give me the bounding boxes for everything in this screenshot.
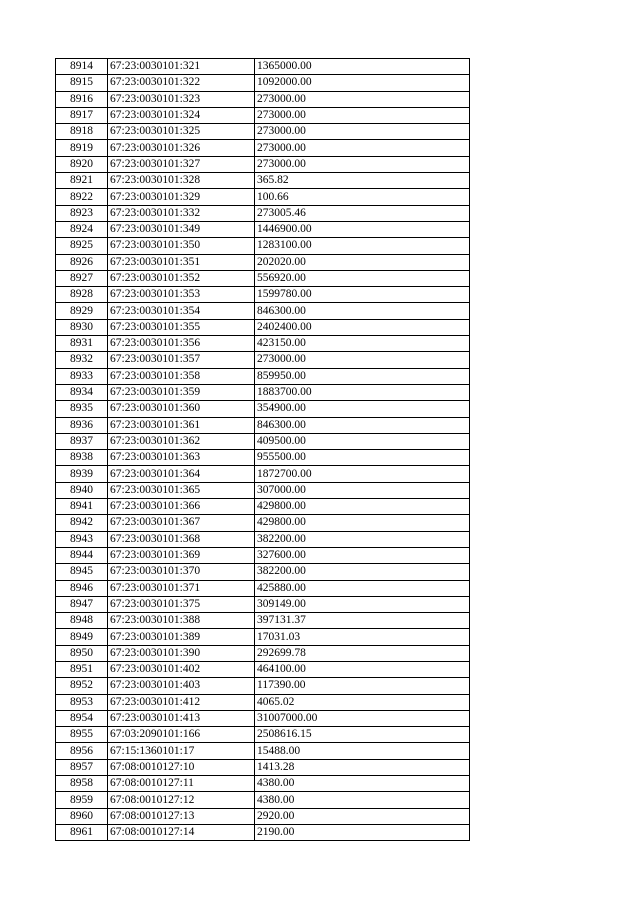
table-row (56, 580, 470, 596)
table-row (56, 433, 470, 449)
value-cell: 1283100.00 (255, 238, 470, 254)
table-row (56, 417, 470, 433)
table-row (56, 710, 470, 726)
table-row (56, 727, 470, 743)
value-cell: 1599780.00 (255, 287, 470, 303)
row-number-cell: 8920 (56, 156, 108, 172)
cadastral-number-cell: 67:23:0030101:357 (108, 352, 255, 368)
value-cell: 425880.00 (255, 580, 470, 596)
value-cell: 31007000.00 (255, 710, 470, 726)
table-row (56, 173, 470, 189)
cadastral-number-cell: 67:23:0030101:358 (108, 368, 255, 384)
value-cell: 464100.00 (255, 661, 470, 677)
table-row (56, 384, 470, 400)
cadastral-number-cell: 67:23:0030101:327 (108, 156, 255, 172)
row-number-cell: 8928 (56, 287, 108, 303)
cadastral-number-cell: 67:23:0030101:326 (108, 140, 255, 156)
value-cell: 17031.03 (255, 629, 470, 645)
table-row (56, 645, 470, 661)
cadastral-number-cell: 67:23:0030101:388 (108, 613, 255, 629)
cadastral-number-cell: 67:23:0030101:364 (108, 466, 255, 482)
value-cell: 307000.00 (255, 482, 470, 498)
row-number-cell: 8945 (56, 564, 108, 580)
value-cell: 327600.00 (255, 547, 470, 563)
row-number-cell: 8954 (56, 710, 108, 726)
row-number-cell: 8917 (56, 107, 108, 123)
row-number-cell: 8958 (56, 776, 108, 792)
value-cell: 955500.00 (255, 450, 470, 466)
value-cell: 1883700.00 (255, 384, 470, 400)
row-number-cell: 8959 (56, 792, 108, 808)
value-cell: 1446900.00 (255, 221, 470, 237)
value-cell: 365.82 (255, 173, 470, 189)
cadastral-number-cell: 67:23:0030101:332 (108, 205, 255, 221)
row-number-cell: 8951 (56, 661, 108, 677)
cadastral-number-cell: 67:23:0030101:329 (108, 189, 255, 205)
cadastral-number-cell: 67:23:0030101:365 (108, 482, 255, 498)
value-cell: 382200.00 (255, 564, 470, 580)
cadastral-number-cell: 67:23:0030101:361 (108, 417, 255, 433)
table-row (56, 107, 470, 123)
row-number-cell: 8932 (56, 352, 108, 368)
cadastral-number-cell: 67:23:0030101:360 (108, 401, 255, 417)
row-number-cell: 8933 (56, 368, 108, 384)
table-row (56, 59, 470, 75)
cadastral-number-cell: 67:15:1360101:17 (108, 743, 255, 759)
cadastral-number-cell: 67:08:0010127:14 (108, 824, 255, 840)
cadastral-number-cell: 67:23:0030101:362 (108, 433, 255, 449)
value-cell: 2920.00 (255, 808, 470, 824)
cadastral-number-cell: 67:23:0030101:354 (108, 303, 255, 319)
value-cell: 2190.00 (255, 824, 470, 840)
cadastral-number-cell: 67:08:0010127:12 (108, 792, 255, 808)
table-row (56, 238, 470, 254)
value-cell: 846300.00 (255, 303, 470, 319)
value-cell: 4380.00 (255, 776, 470, 792)
value-cell: 556920.00 (255, 270, 470, 286)
row-number-cell: 8918 (56, 124, 108, 140)
row-number-cell: 8938 (56, 450, 108, 466)
row-number-cell: 8922 (56, 189, 108, 205)
value-cell: 4380.00 (255, 792, 470, 808)
table-row (56, 629, 470, 645)
row-number-cell: 8948 (56, 613, 108, 629)
cadastral-number-cell: 67:23:0030101:352 (108, 270, 255, 286)
value-cell: 273000.00 (255, 140, 470, 156)
table-row (56, 466, 470, 482)
table-row (56, 743, 470, 759)
value-cell: 1365000.00 (255, 59, 470, 75)
row-number-cell: 8947 (56, 596, 108, 612)
table-row (56, 531, 470, 547)
cadastral-number-cell: 67:23:0030101:356 (108, 336, 255, 352)
cadastral-number-cell: 67:23:0030101:322 (108, 75, 255, 91)
row-number-cell: 8949 (56, 629, 108, 645)
row-number-cell: 8927 (56, 270, 108, 286)
table-row (56, 776, 470, 792)
value-cell: 846300.00 (255, 417, 470, 433)
table-row (56, 661, 470, 677)
value-cell: 273000.00 (255, 352, 470, 368)
value-cell: 429800.00 (255, 515, 470, 531)
table-row (56, 124, 470, 140)
cadastral-number-cell: 67:08:0010127:13 (108, 808, 255, 824)
cadastral-number-cell: 67:23:0030101:370 (108, 564, 255, 580)
table-row (56, 808, 470, 824)
row-number-cell: 8916 (56, 91, 108, 107)
value-cell: 100.66 (255, 189, 470, 205)
cadastral-number-cell: 67:03:2090101:166 (108, 727, 255, 743)
row-number-cell: 8931 (56, 336, 108, 352)
table-body (56, 59, 470, 841)
value-cell: 382200.00 (255, 531, 470, 547)
cadastral-number-cell: 67:23:0030101:375 (108, 596, 255, 612)
value-cell: 423150.00 (255, 336, 470, 352)
cadastral-number-cell: 67:23:0030101:367 (108, 515, 255, 531)
value-cell: 202020.00 (255, 254, 470, 270)
cadastral-number-cell: 67:08:0010127:11 (108, 776, 255, 792)
value-cell: 15488.00 (255, 743, 470, 759)
table-row (56, 303, 470, 319)
row-number-cell: 8936 (56, 417, 108, 433)
value-cell: 397131.37 (255, 613, 470, 629)
value-cell: 4065.02 (255, 694, 470, 710)
row-number-cell: 8934 (56, 384, 108, 400)
row-number-cell: 8944 (56, 547, 108, 563)
table-row (56, 547, 470, 563)
cadastral-number-cell: 67:23:0030101:351 (108, 254, 255, 270)
row-number-cell: 8930 (56, 319, 108, 335)
value-cell: 273000.00 (255, 156, 470, 172)
row-number-cell: 8957 (56, 759, 108, 775)
row-number-cell: 8914 (56, 59, 108, 75)
cadastral-number-cell: 67:23:0030101:403 (108, 678, 255, 694)
cadastral-number-cell: 67:23:0030101:363 (108, 450, 255, 466)
row-number-cell: 8929 (56, 303, 108, 319)
cadastral-number-cell: 67:23:0030101:390 (108, 645, 255, 661)
table-row (56, 156, 470, 172)
cadastral-number-cell: 67:23:0030101:325 (108, 124, 255, 140)
cadastral-number-cell: 67:23:0030101:324 (108, 107, 255, 123)
value-cell: 1413.28 (255, 759, 470, 775)
table-row (56, 564, 470, 580)
cadastral-number-cell: 67:23:0030101:350 (108, 238, 255, 254)
cadastral-number-cell: 67:23:0030101:402 (108, 661, 255, 677)
row-number-cell: 8956 (56, 743, 108, 759)
table-row (56, 270, 470, 286)
value-cell: 354900.00 (255, 401, 470, 417)
table-row (56, 140, 470, 156)
table-row (56, 613, 470, 629)
table-row (56, 824, 470, 840)
value-cell: 2402400.00 (255, 319, 470, 335)
value-cell: 273000.00 (255, 124, 470, 140)
value-cell: 429800.00 (255, 499, 470, 515)
table-row (56, 336, 470, 352)
table-row (56, 221, 470, 237)
table-row (56, 678, 470, 694)
row-number-cell: 8942 (56, 515, 108, 531)
value-cell: 117390.00 (255, 678, 470, 694)
row-number-cell: 8943 (56, 531, 108, 547)
table-row (56, 352, 470, 368)
table-row (56, 499, 470, 515)
row-number-cell: 8961 (56, 824, 108, 840)
table-row (56, 319, 470, 335)
cadastral-number-cell: 67:23:0030101:359 (108, 384, 255, 400)
table-row (56, 287, 470, 303)
row-number-cell: 8915 (56, 75, 108, 91)
value-cell: 309149.00 (255, 596, 470, 612)
cadastral-number-cell: 67:23:0030101:413 (108, 710, 255, 726)
value-cell: 273005.46 (255, 205, 470, 221)
table-row (56, 792, 470, 808)
table-row (56, 482, 470, 498)
table-row (56, 450, 470, 466)
cadastral-value-table (55, 58, 470, 841)
table-row (56, 205, 470, 221)
cadastral-number-cell: 67:23:0030101:368 (108, 531, 255, 547)
table-row (56, 75, 470, 91)
row-number-cell: 8923 (56, 205, 108, 221)
row-number-cell: 8950 (56, 645, 108, 661)
value-cell: 292699.78 (255, 645, 470, 661)
cadastral-number-cell: 67:23:0030101:366 (108, 499, 255, 515)
table-row (56, 596, 470, 612)
value-cell: 273000.00 (255, 91, 470, 107)
row-number-cell: 8921 (56, 173, 108, 189)
table-row (56, 368, 470, 384)
cadastral-number-cell: 67:23:0030101:371 (108, 580, 255, 596)
value-cell: 859950.00 (255, 368, 470, 384)
cadastral-number-cell: 67:23:0030101:328 (108, 173, 255, 189)
row-number-cell: 8924 (56, 221, 108, 237)
cadastral-number-cell: 67:23:0030101:353 (108, 287, 255, 303)
table-row (56, 694, 470, 710)
row-number-cell: 8960 (56, 808, 108, 824)
row-number-cell: 8941 (56, 499, 108, 515)
cadastral-number-cell: 67:23:0030101:369 (108, 547, 255, 563)
row-number-cell: 8952 (56, 678, 108, 694)
value-cell: 1092000.00 (255, 75, 470, 91)
row-number-cell: 8937 (56, 433, 108, 449)
cadastral-number-cell: 67:08:0010127:10 (108, 759, 255, 775)
table-row (56, 515, 470, 531)
cadastral-number-cell: 67:23:0030101:389 (108, 629, 255, 645)
table-row (56, 91, 470, 107)
row-number-cell: 8955 (56, 727, 108, 743)
cadastral-number-cell: 67:23:0030101:323 (108, 91, 255, 107)
value-cell: 273000.00 (255, 107, 470, 123)
cadastral-number-cell: 67:23:0030101:412 (108, 694, 255, 710)
row-number-cell: 8940 (56, 482, 108, 498)
value-cell: 1872700.00 (255, 466, 470, 482)
cadastral-number-cell: 67:23:0030101:355 (108, 319, 255, 335)
row-number-cell: 8946 (56, 580, 108, 596)
row-number-cell: 8919 (56, 140, 108, 156)
table-row (56, 759, 470, 775)
row-number-cell: 8925 (56, 238, 108, 254)
value-cell: 2508616.15 (255, 727, 470, 743)
table-row (56, 189, 470, 205)
row-number-cell: 8935 (56, 401, 108, 417)
row-number-cell: 8939 (56, 466, 108, 482)
row-number-cell: 8953 (56, 694, 108, 710)
table-row (56, 254, 470, 270)
value-cell: 409500.00 (255, 433, 470, 449)
cadastral-number-cell: 67:23:0030101:321 (108, 59, 255, 75)
cadastral-number-cell: 67:23:0030101:349 (108, 221, 255, 237)
table-row (56, 401, 470, 417)
row-number-cell: 8926 (56, 254, 108, 270)
